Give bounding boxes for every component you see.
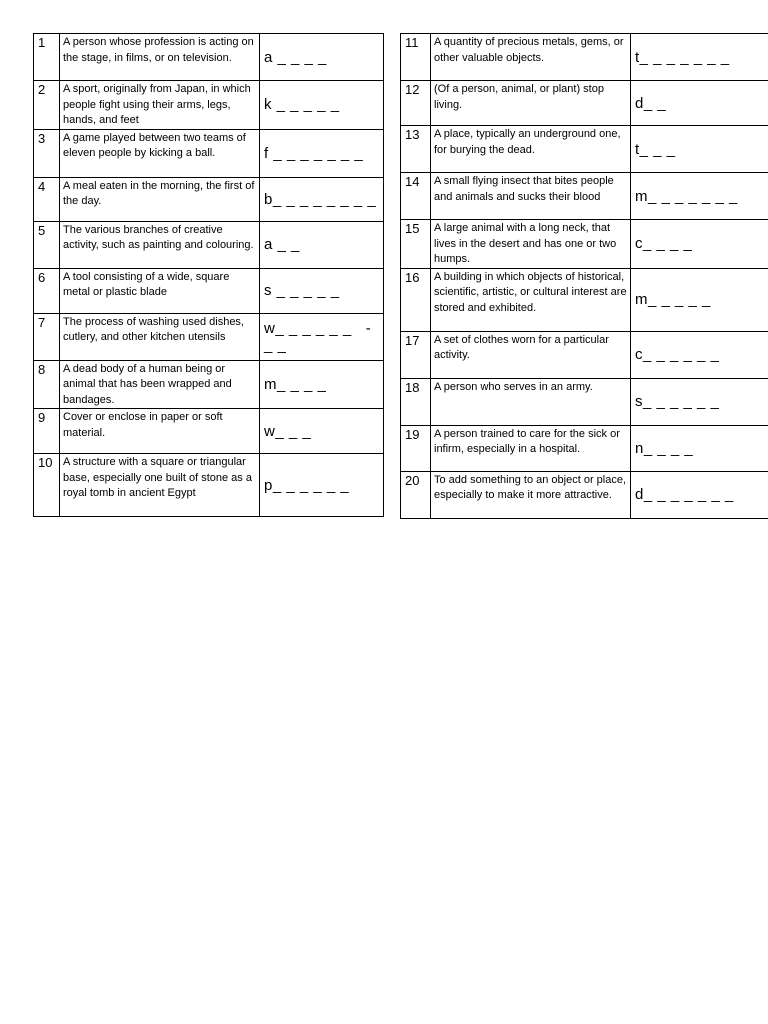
clue-text: A set of clothes worn for a particular activity. <box>431 331 631 378</box>
answer-blanks: w_ _ _ _ _ _ - _ _ <box>260 313 384 360</box>
clue-text: A meal eaten in the morning, the first of the day. <box>60 177 260 221</box>
clue-table-right <box>400 33 768 519</box>
row-number: 20 <box>401 471 431 518</box>
clue-text: A place, typically an underground one, for burying the dead. <box>431 126 631 173</box>
clue-text: The various branches of creative activity, such as painting and colouring. <box>60 221 260 268</box>
table-row <box>401 268 768 331</box>
clue-text: A building in which objects of historical, scientific, artistic, or cultural interest are stored and exhibited. <box>431 268 631 331</box>
table-row <box>401 126 768 173</box>
answer-blanks: m_ _ _ _ _ <box>631 268 768 331</box>
answer-blanks: w_ _ _ <box>260 409 384 454</box>
answer-blanks: a _ _ _ _ <box>260 34 384 81</box>
clue-text: A game played between two teams of eleven people by kicking a ball. <box>60 129 260 177</box>
row-number: 15 <box>401 220 431 269</box>
answer-blanks: m_ _ _ _ _ _ _ <box>631 173 768 220</box>
answer-blanks: c_ _ _ _ <box>631 220 768 269</box>
row-number: 17 <box>401 331 431 378</box>
clue-text: A large animal with a long neck, that lives in the desert and has one or two humps. <box>431 220 631 269</box>
row-number: 6 <box>34 268 60 313</box>
table-row <box>34 34 384 81</box>
clue-text: (Of a person, animal, or plant) stop living. <box>431 81 631 126</box>
clue-text: The process of washing used dishes, cutlery, and other kitchen utensils <box>60 313 260 360</box>
clue-text: A dead body of a human being or animal that has been wrapped and bandages. <box>60 360 260 409</box>
row-number: 4 <box>34 177 60 221</box>
row-number: 2 <box>34 81 60 130</box>
row-number: 18 <box>401 378 431 425</box>
clue-text: A person whose profession is acting on the stage, in films, or on television. <box>60 34 260 81</box>
answer-blanks: s _ _ _ _ _ <box>260 268 384 313</box>
row-number: 1 <box>34 34 60 81</box>
answer-blanks: c_ _ _ _ _ _ <box>631 331 768 378</box>
answer-blanks: m_ _ _ _ <box>260 360 384 409</box>
clue-text: A tool consisting of a wide, square metal or plastic blade <box>60 268 260 313</box>
answer-blanks: t_ _ _ <box>631 126 768 173</box>
table-row <box>401 34 768 81</box>
row-number: 7 <box>34 313 60 360</box>
clue-text: A person who serves in an army. <box>431 378 631 425</box>
clue-text: A small flying insect that bites people and animals and sucks their blood <box>431 173 631 220</box>
row-number: 10 <box>34 454 60 517</box>
clue-text: To add something to an object or place, especially to make it more attractive. <box>431 471 631 518</box>
answer-blanks: s_ _ _ _ _ _ <box>631 378 768 425</box>
table-row <box>401 331 768 378</box>
answer-blanks: d_ _ _ _ _ _ _ <box>631 471 768 518</box>
row-number: 12 <box>401 81 431 126</box>
answer-blanks: n_ _ _ _ <box>631 425 768 471</box>
answer-blanks: a _ _ <box>260 221 384 268</box>
table-row <box>34 409 384 454</box>
clue-text: Cover or enclose in paper or soft material. <box>60 409 260 454</box>
clue-text: A quantity of precious metals, gems, or other valuable objects. <box>431 34 631 81</box>
answer-blanks: b_ _ _ _ _ _ _ _ <box>260 177 384 221</box>
table-row <box>401 378 768 425</box>
answer-blanks: f _ _ _ _ _ _ _ <box>260 129 384 177</box>
table-row <box>401 425 768 471</box>
row-number: 3 <box>34 129 60 177</box>
answer-blanks: d_ _ <box>631 81 768 126</box>
row-number: 16 <box>401 268 431 331</box>
row-number: 11 <box>401 34 431 81</box>
clue-table-left <box>33 33 384 517</box>
table-row <box>34 454 384 517</box>
table-row <box>401 471 768 518</box>
row-number: 9 <box>34 409 60 454</box>
table-row <box>34 81 384 130</box>
table-row <box>34 268 384 313</box>
table-row <box>401 220 768 269</box>
table-row <box>34 313 384 360</box>
clue-text: A sport, originally from Japan, in which people fight using their arms, legs, hands, and feet <box>60 81 260 130</box>
answer-blanks: p_ _ _ _ _ _ <box>260 454 384 517</box>
clue-text: A person trained to care for the sick or infirm, especially in a hospital. <box>431 425 631 471</box>
clue-text: A structure with a square or triangular base, especially one built of stone as a royal tomb in ancient Egypt <box>60 454 260 517</box>
table-row <box>401 81 768 126</box>
row-number: 13 <box>401 126 431 173</box>
table-row <box>34 177 384 221</box>
table-row <box>34 360 384 409</box>
row-number: 19 <box>401 425 431 471</box>
table-row <box>401 173 768 220</box>
table-row <box>34 129 384 177</box>
answer-blanks: t_ _ _ _ _ _ _ <box>631 34 768 81</box>
row-number: 14 <box>401 173 431 220</box>
row-number: 8 <box>34 360 60 409</box>
row-number: 5 <box>34 221 60 268</box>
answer-blanks: k _ _ _ _ _ <box>260 81 384 130</box>
table-row <box>34 221 384 268</box>
